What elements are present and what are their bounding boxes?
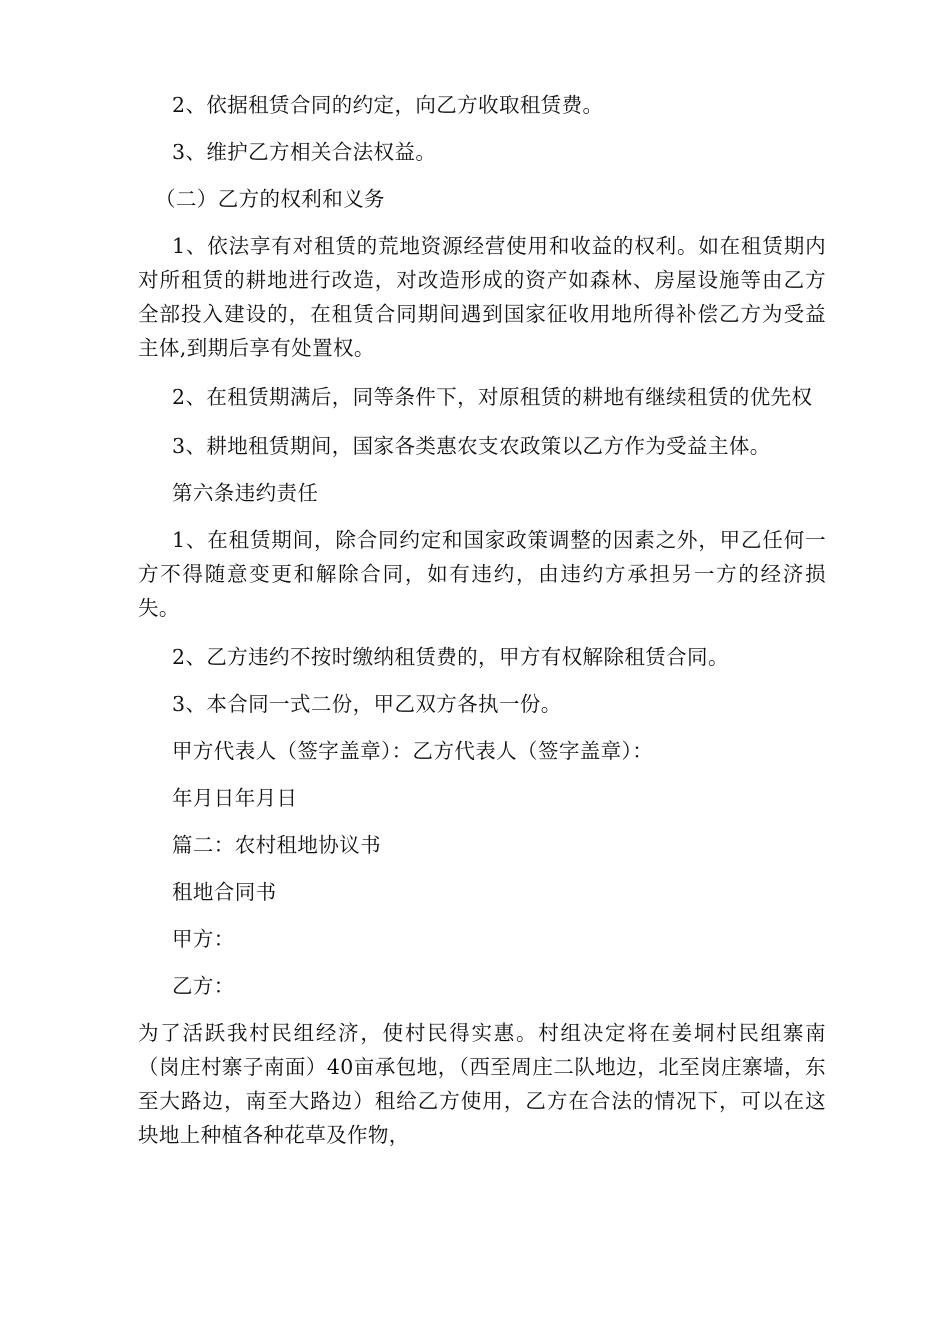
paragraph-land-lease-terms: 为了活跃我村民组经济，使村民得实惠。村组决定将在姜垌村民组寨南（岗庄村寨子南面）40亩承包地，（西至周庄二队地边，北至岗庄寨墙，东至大路边，南至大路边）租给乙方使用，乙方在合法的情况下，可以在这块地上种植各种花草及作物， — [138, 1021, 826, 1147]
paragraph-party-b-rights-3: 3、耕地租赁期间，国家各类惠农支农政策以乙方作为受益主体。 — [172, 434, 771, 458]
document-body — [138, 88, 826, 1165]
party-a-label: 甲方： — [172, 927, 235, 951]
article-six-heading: 第六条违约责任 — [172, 481, 319, 505]
paragraph-copies: 3、本合同一式二份，甲乙双方各执一份。 — [172, 692, 562, 716]
part-two-title: 篇二：农村租地协议书 — [172, 833, 381, 857]
party-b-label: 乙方： — [172, 974, 235, 998]
paragraph-protect-rights: 3、维护乙方相关合法权益。 — [172, 140, 437, 164]
date-line: 年月日年月日 — [172, 786, 298, 810]
paragraph-collect-rent: 2、依据租赁合同的约定，向乙方收取租赁费。 — [172, 93, 604, 117]
section-heading-party-b: （二）乙方的权利和义务 — [155, 187, 385, 211]
paragraph-party-b-rights-1: 1、依法享有对租赁的荒地资源经营使用和收益的权利。如在租赁期内对所租赁的耕地进行改造，对改造形成的资产如森林、房屋设施等由乙方全部投入建设的，在租赁合同期间遇到国家征收用地所得补偿乙方为受益主体,到期后享有处置权。 — [138, 234, 826, 360]
paragraph-party-b-rights-2: 2、在租赁期满后，同等条件下，对原租赁的耕地有继续租赁的优先权 — [172, 385, 813, 409]
signature-line: 甲方代表人（签字盖章）：乙方代表人（签字盖章）： — [172, 739, 654, 763]
contract-title: 租地合同书 — [172, 880, 277, 904]
paragraph-breach-1: 1、在租赁期间，除合同约定和国家政策调整的因素之外，甲乙任何一方不得随意变更和解除合同，如有违约，由违约方承担另一方的经济损失。 — [138, 528, 826, 620]
paragraph-breach-2: 2、乙方违约不按时缴纳租赁费的，甲方有权解除租赁合同。 — [172, 645, 729, 669]
